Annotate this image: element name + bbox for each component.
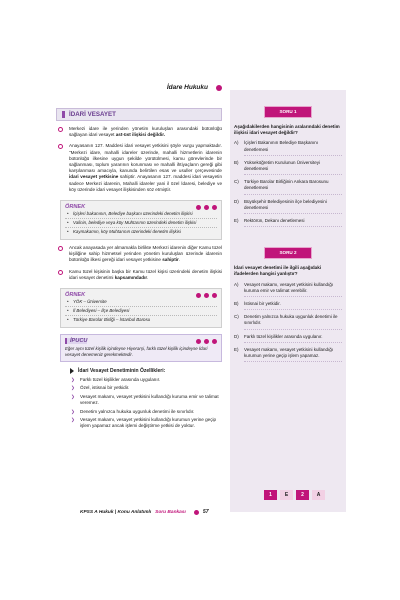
paragraph-bold: sahiptir	[162, 257, 179, 263]
paragraph-2	[56, 143, 222, 193]
features-list	[70, 377, 222, 430]
option-letter: C)	[234, 179, 239, 185]
page-header	[56, 84, 222, 96]
example-label: ÖRNEK	[65, 204, 86, 211]
header-title: İdare Hukuku	[166, 84, 208, 91]
example-box-1	[60, 200, 222, 240]
question-2-tag: SORU 2	[264, 247, 312, 259]
answer-key-answer: E	[280, 490, 293, 500]
question-2-option-c[interactable]	[230, 310, 346, 329]
bullet-ring-icon	[58, 270, 63, 275]
option-letter: B)	[234, 159, 239, 165]
footer-prefix: KPSS A Hukuk | Konu Anlatımlı	[80, 509, 152, 515]
question-1-option-b[interactable]	[230, 156, 346, 175]
feature-item: ❯ Farklı tüzel kişilikler arasında uygulanır.	[70, 377, 222, 383]
tip-label: İPUCU	[65, 338, 87, 344]
paragraph-text: Ancak anayasada yer almamakla birlikte Merkezi idarenin diğer Kamu tüzel kişiliğine sahip hizmetsel yerinden yönetim kuruluşları üzerinde idarenin bütünlüğü ilkesi gereği idari vesayet yetkisine	[69, 245, 222, 263]
question-1-tag: SORU 1	[264, 106, 312, 118]
paragraph-bold: ast-üst ilişkisi değildir.	[115, 132, 166, 138]
features-title-text: İdari Vesayet Denetiminin Özellikleri:	[78, 367, 166, 374]
section-marker-icon	[62, 111, 65, 118]
paragraph-text: .	[147, 274, 149, 280]
feature-item: ❯ Vesayet makamı, vesayet yetkisini kullandığı kuruma emir ve talimat veremez.	[70, 394, 222, 406]
paragraph-bold: idari vesayet yetkisine	[69, 174, 119, 180]
option-text: Rektörün, Dekanı denetlemesi	[244, 218, 342, 227]
paragraph-text: .	[178, 257, 181, 263]
option-text: Farklı tüzel kişilikler arasında uygulanır.	[244, 334, 342, 343]
answer-key-answer: A	[312, 490, 325, 500]
page-footer	[80, 507, 230, 517]
option-text: Vesayet makamı, vesayet yetkisini kullandığı kurumun yerine geçip işlem yapamaz.	[244, 347, 342, 362]
section-title	[56, 108, 222, 121]
paragraph-1	[56, 126, 222, 138]
option-letter: D)	[234, 333, 239, 339]
example-item: • YÖK – Üniversite	[65, 298, 217, 307]
option-letter: D)	[234, 198, 239, 204]
option-letter: E)	[234, 346, 239, 352]
example-item: • İçişleri bakanının, Belediye başkanı üzerindeki denetim ilişkisi	[65, 210, 217, 219]
option-text: Türkiye Barolar Birliğinin Ankara Barosunu denetlemesi	[244, 179, 342, 194]
triangle-bullet-icon	[70, 368, 74, 374]
question-2-option-b[interactable]	[230, 297, 346, 310]
footer-dot-icon	[194, 510, 199, 515]
example-item: • Kaymakamın, köy Muhtarının üzerindeki denetim ilişkisi	[65, 228, 217, 236]
section-title-text: İDARİ VESAYET	[69, 111, 116, 118]
question-1-option-a[interactable]	[230, 136, 346, 155]
question-2-option-a[interactable]	[230, 278, 346, 297]
paragraph-text: Merkezi idare ile yerinden yönetim kuruluşları arasındaki bütünlüğü sağlayan idari vesayet	[69, 126, 222, 138]
tip-text: Eğer aynı tüzel kişilik içindeyse Hiyerarşi, farklı tüzel kişilik içindeyse İdari vesayet denemeniz gerekmektedir.	[65, 346, 208, 357]
question-1-option-c[interactable]	[230, 175, 346, 194]
answer-key-question-number: 2	[296, 490, 309, 500]
paragraph-text: sahiptir. Anayasanın 127. maddesi idari vesayetin sadece Merkezi idarenin, Mahalli idareler yani il özel İdaresi, belediye ve köy üzerinde idari vesayet ilişkisinden söz etmiştir.	[69, 174, 222, 192]
option-text: Büyükşehir Belediyesinin ilçe belediyesini denetlemesi	[244, 199, 342, 214]
page-number: 57	[202, 509, 209, 515]
example-item: • Valinin, belediye veya köy Muhtarının üzerindeki denetim ilişkisi	[65, 219, 217, 228]
question-1-stem: Aşağıdakilerden hangisinin aralarındaki denetim ilişkisi idari vesayet değildir?	[234, 124, 340, 136]
option-letter: B)	[234, 301, 239, 307]
question-2-option-d[interactable]	[230, 330, 346, 343]
option-text: Vesayet makamı, vesayet yetkisini kullandığı kuruma emir ve talimat verebilir.	[244, 282, 342, 297]
option-text: Denetim yalnızca hukuka uygunluk denetimi ile sınırlıdır.	[244, 314, 342, 329]
question-1-option-e[interactable]	[230, 214, 346, 227]
option-letter: A)	[234, 140, 239, 146]
question-2-option-e[interactable]	[230, 343, 346, 362]
header-dot-icon	[216, 85, 222, 91]
example-box-2	[60, 288, 222, 328]
tip-header	[65, 338, 217, 344]
bullet-ring-icon	[58, 246, 63, 251]
paragraph-text: Anayasanın 127. Maddesi idari vesayet yetkisini şöyle vurgu yapmaktadır. "Merkezi idare, mahalli idareler üzerinde, mahalli hizmetlerin idarenin bütünlüğü ilkesine uygun şekilde yürütülmesi, kamu görevlerinde bir sağlanması, toplum yararının korunması ve mahalli ihtiyaçların gereği gibi karşılanması amacıyla, kanunda belirtilen esas ve usuller çerçevesinde	[69, 143, 222, 174]
option-text: Yükseköğretim Kurulunun Üniversiteyi denetlemesi	[244, 160, 342, 175]
paragraph-text: Kamu tüzel kişisinin başka bir Kamu tüzel kişisi üzerindeki denetim ilişkisi idari vesayet denetimi	[69, 268, 222, 280]
paragraph-4	[56, 269, 222, 281]
question-1-option-d[interactable]	[230, 195, 346, 214]
option-letter: A)	[234, 281, 239, 287]
three-dots-icon	[196, 293, 217, 298]
question-2-stem: İdari vesayet denetimi ile ilgili aşağıdaki ifadelerden hangisi yanlıştır?	[234, 265, 322, 277]
paragraph-bold: kapsamındadır	[114, 274, 148, 280]
bullet-ring-icon	[58, 144, 63, 149]
example-label: ÖRNEK	[65, 292, 86, 299]
option-text: İstisnai bir yetkidir.	[244, 301, 342, 310]
three-dots-icon	[196, 205, 217, 210]
paragraph-3	[56, 245, 222, 264]
feature-item: ❯ Denetim yalnızca hukuka uygunluk denetimi ile sınırlıdır.	[70, 409, 222, 415]
footer-highlight: Soru Bankası	[155, 509, 186, 515]
answer-key	[264, 490, 325, 500]
bullet-ring-icon	[58, 127, 63, 132]
feature-item: ❯ Özel, istisnai bir yetkidir.	[70, 385, 222, 391]
example-item: • Türkiye Barolar Birliği – İstanbul Barosu	[65, 316, 217, 324]
answer-key-question-number: 1	[264, 490, 277, 500]
left-column	[56, 108, 222, 430]
option-text: İçişleri Bakanının Belediye Başkanını denetlemesi	[244, 140, 342, 155]
option-letter: C)	[234, 314, 239, 320]
example-item: • İl Belediyesi – İlçe Belediyesi	[65, 307, 217, 316]
features-title	[70, 368, 222, 374]
option-letter: E)	[234, 218, 239, 224]
feature-item: ❯ Vesayet makamı, vesayet yetkisini kullandığı kurumun yerine geçip işlem yapamaz ancak işlemi değiştirme yetkisi de yoktur.	[70, 417, 222, 429]
tip-box	[60, 334, 222, 362]
three-dots-icon	[196, 339, 217, 344]
questions-panel	[230, 90, 346, 512]
